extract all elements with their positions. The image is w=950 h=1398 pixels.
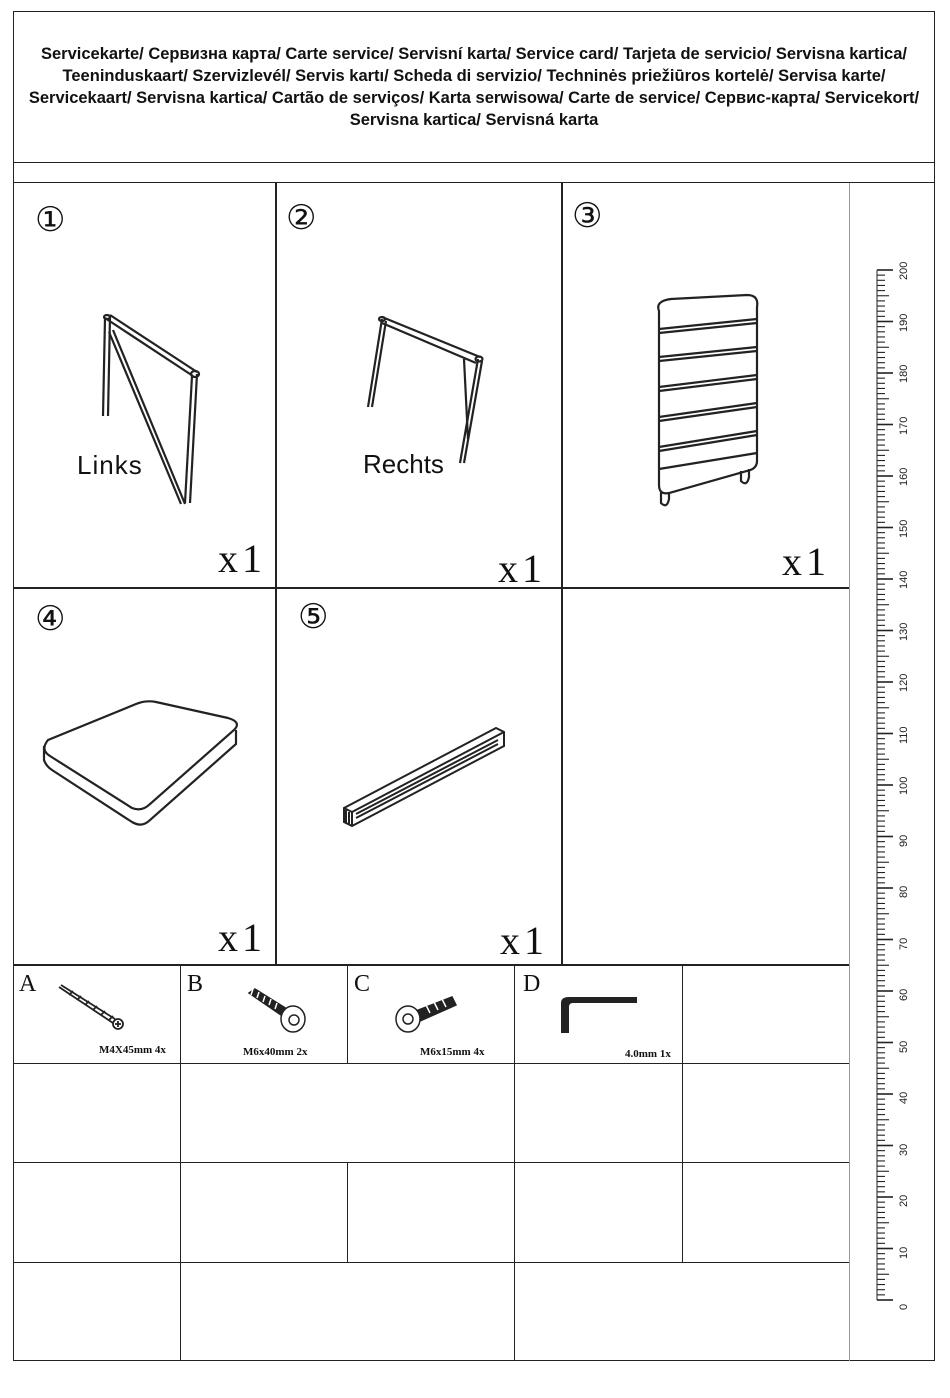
ruler [850, 183, 935, 1361]
divider [13, 1162, 849, 1163]
page-title: Servicekarte/ Сервизна карта/ Carte service/ Servisní karta/ Service card/ Tarjeta de servicio/ Servisna kartica/ Teeninduskaart/ Szervizlevél/ Servis kartı/ Scheda di servizio/ Techninės priežiūros kortelė/ Servisa karte/ Servicekaart/ Servisna kartica/ Cartão de serviços/ Karta serwisowa/ Carte de service/ Сервис-карта/ Servicekort/ Servisna kartica/ Servisná karta [28, 44, 920, 129]
ruler-label: 20 [898, 1194, 910, 1207]
hardware-letter: D [523, 971, 541, 997]
part-cell-3 [562, 183, 849, 587]
ruler-label: 140 [898, 570, 910, 589]
ruler-label: 120 [898, 673, 910, 692]
part-number: ④ [35, 599, 66, 639]
ruler-label: 100 [898, 776, 910, 795]
allen-key-icon [553, 989, 643, 1041]
ruler-label: 60 [898, 988, 910, 1001]
empty-cell [562, 588, 849, 964]
ruler-label: 170 [898, 416, 910, 435]
ruler-label: 190 [898, 313, 910, 332]
part-cell-4 [13, 588, 275, 964]
ruler-label: 50 [898, 1040, 910, 1053]
part-cell-5 [276, 588, 561, 964]
divider [347, 1162, 348, 1262]
ruler-label: 200 [898, 261, 910, 280]
hardware-spec: M6x40mm 2x [243, 1046, 308, 1058]
part-quantity: x1 [782, 539, 830, 584]
hardware-cell-d [515, 965, 682, 1063]
part-number: ① [35, 200, 66, 240]
divider [13, 1262, 849, 1263]
part-side-label: Links [77, 450, 143, 480]
ruler-label: 80 [898, 885, 910, 898]
part-cell-2 [276, 183, 561, 591]
part-side-label: Rechts [363, 449, 444, 479]
ruler-label: 160 [898, 467, 910, 486]
right-leg-frame-icon [364, 311, 494, 471]
ruler-label: 110 [898, 725, 910, 744]
part-quantity: x1 [500, 918, 548, 963]
crossbar-icon [326, 720, 516, 850]
header-band [13, 163, 935, 183]
hardware-letter: B [187, 971, 204, 997]
hardware-cell-c [348, 965, 514, 1063]
divider [682, 965, 683, 1063]
hardware-letter: A [19, 971, 37, 997]
part-quantity: x1 [498, 546, 546, 591]
ruler-label: 130 [898, 622, 910, 641]
part-number: ⑤ [298, 597, 329, 637]
part-cell-1 [13, 183, 275, 587]
hardware-spec: M4X45mm 4x [99, 1044, 166, 1056]
ruler-label: 180 [898, 364, 910, 383]
part-number: ③ [572, 196, 603, 236]
ruler-label: 40 [898, 1091, 910, 1104]
backrest-icon [647, 293, 767, 513]
hex-bolt-long-icon [245, 985, 315, 1039]
ruler-label: 0 [898, 1303, 910, 1310]
ruler-label: 70 [898, 937, 910, 950]
hardware-cell-b [181, 965, 347, 1063]
wood-screw-icon [55, 983, 135, 1035]
ruler-label: 150 [898, 519, 910, 538]
divider [13, 1063, 849, 1064]
ruler-scale [850, 183, 935, 1361]
hardware-spec: M6x15mm 4x [420, 1046, 485, 1058]
ruler-label: 90 [898, 834, 910, 847]
seat-cushion-icon [38, 696, 258, 826]
part-quantity: x1 [218, 915, 266, 960]
hardware-spec: 4.0mm 1x [625, 1048, 671, 1060]
hardware-cell-a [13, 965, 180, 1063]
ruler-label: 30 [898, 1143, 910, 1156]
hardware-letter: C [354, 971, 371, 997]
hex-bolt-short-icon [392, 989, 462, 1039]
part-number: ② [286, 198, 317, 238]
part-quantity: x1 [218, 536, 266, 581]
header [13, 11, 935, 163]
ruler-label: 10 [898, 1246, 910, 1259]
